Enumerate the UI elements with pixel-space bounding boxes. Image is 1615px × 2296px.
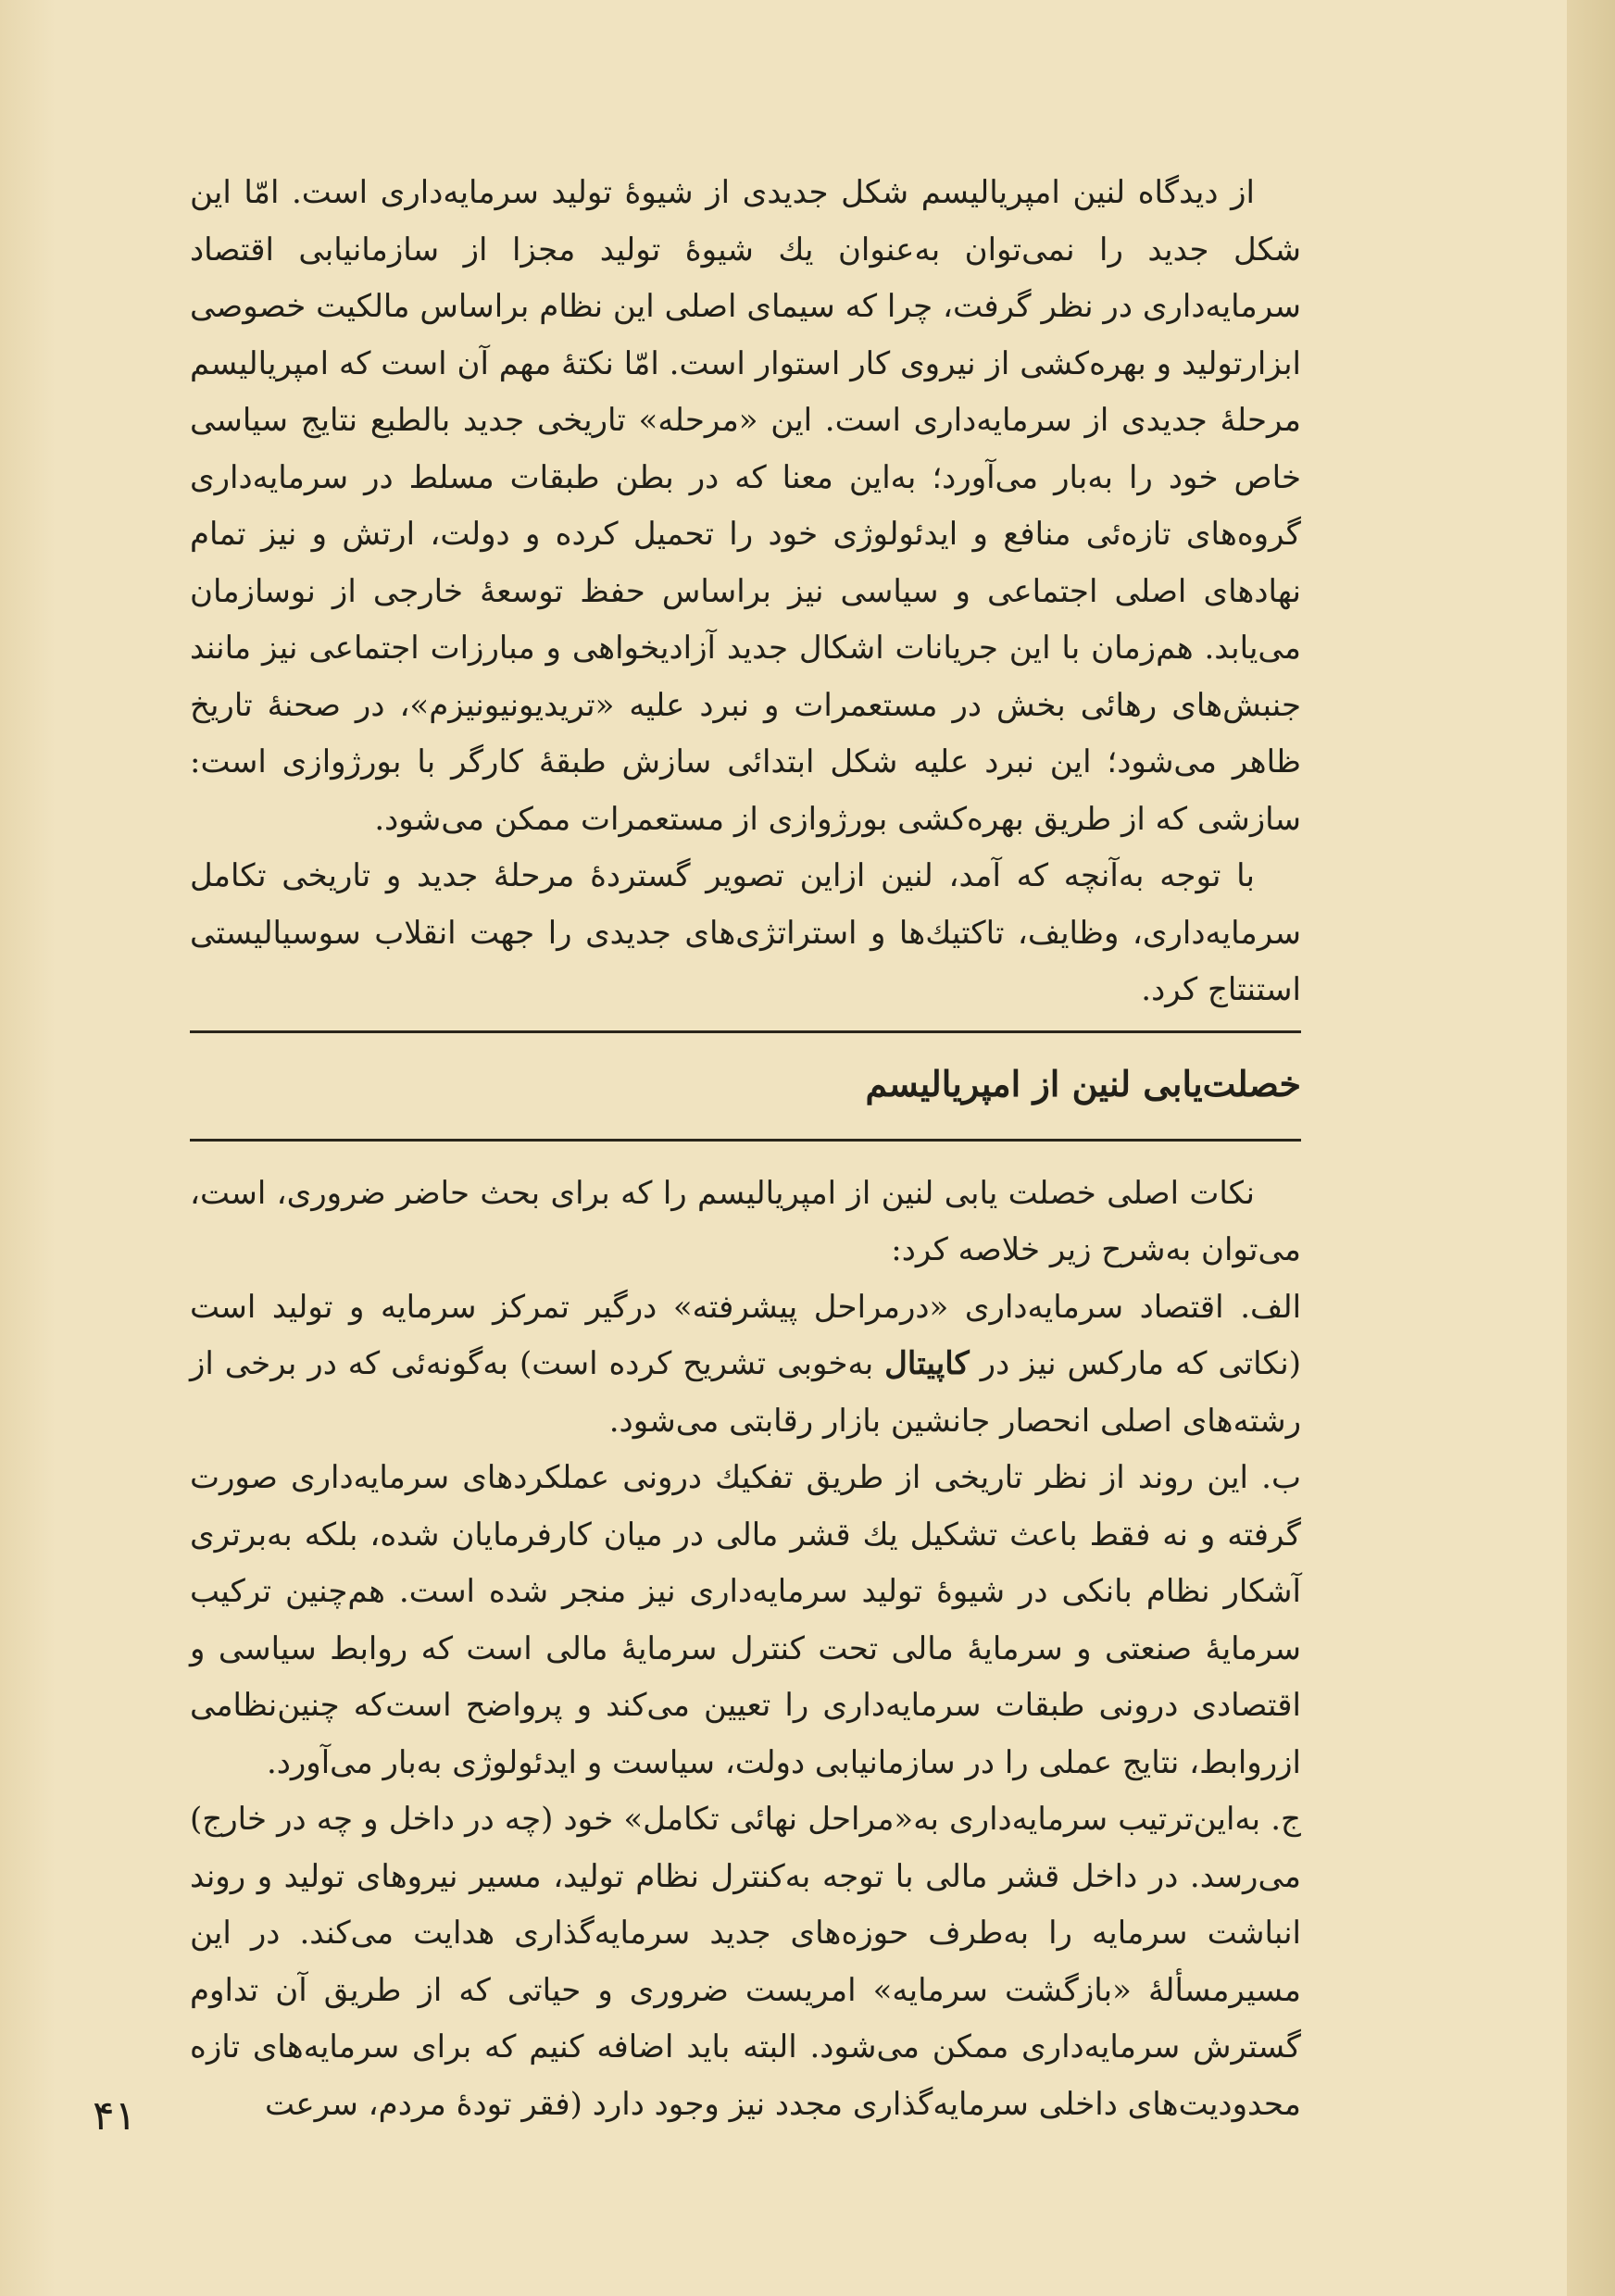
list-item-marker: ب. (1261, 1459, 1301, 1496)
intro-paragraph-2: با توجه به‌آنچه که آمد، لنین ازاین تصویر گستردهٔ مرحلهٔ جدید و تاریخی تکامل سرمایه‌داری، وظایف، تاکتیك‌ها و استراتژی‌های جدیدی را جهت انقلاب سوسیالیستی استنتاج کرد. (190, 857, 1301, 1008)
list-item-text: به‌خوبی تشریح کرده است) به‌گونه‌ئی که در برخی از رشته‌های اصلی انحصار جانشین بازار رقابتی می‌شود. (190, 1345, 1301, 1440)
page-edge (1567, 0, 1615, 2296)
page-number: ۴۱ (93, 2092, 137, 2140)
list-item-text: به‌این‌ترتیب سرمایه‌داری به«مراحل نهائی تکامل» خود (چه در داخل و چه در خارج) می‌رسد. در داخل قشر مالی با توجه به‌کنترل نظام تولید، مسیر نیروهای تولید و روند انباشت سرمایه را به‌طرف حوزه‌های جدید سرمایه‌گذاری هدایت می‌کند. در این مسیرمسألهٔ «بازگشت سرمایه» امریست ضروری و حیاتی که از طریق آن تداوم گسترش سرمایه‌داری ممکن می‌شود. البته باید اضافه کنیم که برای سرمایه‌های تازه محدودیت‌های داخلی سرمایه‌گذاری مجدد نیز وجود دارد (فقر تودهٔ مردم، سرعت (190, 1801, 1301, 2123)
list-item-alef (190, 1279, 1301, 1451)
book-title: کاپیتال (884, 1345, 970, 1382)
intro-paragraph-1: از دیدگاه لنین امپریالیسم شکل جدیدی از شیوهٔ تولید سرمایه‌داری است. امّا این شکل جدید را نمی‌توان به‌عنوان یك شیوهٔ تولید مجزا از سازمانیابی اقتصاد سرمایه‌داری در نظر گرفت، چرا که سیمای اصلی این نظام براساس مالکیت خصوصی ابزارتولید و بهره‌کشی از نیروی کار استوار است. امّا نکتهٔ مهم آن است که امپریالیسم مرحلهٔ جدیدی از سرمایه‌داری است. این «مرحله» تاریخی جدید بالطبع نتایج سیاسی خاص خود را به‌بار می‌آورد؛ به‌این معنا که در بطن طبقات مسلط در سرمایه‌داری گروه‌های تازه‌ئی منافع و ایدئولوژی خود را تحمیل کرده و دولت، ارتش و نیز تمام نهادهای اصلی اجتماعی و سیاسی نیز براساس حفظ توسعهٔ خارجی از نوسازمان می‌یابد. هم‌زمان با این جریانات اشکال جدید آزادیخواهی و مبارزات اجتماعی نیز مانند جنبش‌های رهائی بخش در مستعمرات و نبرد علیه «تریدیونیونیزم»، در صحنهٔ تاریخ ظاهر می‌شود؛ این نبرد علیه شکل ابتدائی سازش طبقهٔ کارگر با بورژوازی است: سازشی که از طریق بهره‌کشی بورژوازی از مستعمرات ممکن می‌شود. (190, 174, 1301, 838)
list-item-be (190, 1450, 1301, 1791)
list-item-text: این روند از نظر تاریخی از طریق تفکیك درونی عملکردهای سرمایه‌داری صورت گرفته و نه فقط باعث تشکیل یك قشر مالی در میان کارفرمایان شده، بلکه به‌برتری آشکار نظام بانکی در شیوهٔ تولید سرمایه‌داری نیز منجر شده است. هم‌چنین ترکیب سرمایهٔ صنعتی و سرمایهٔ مالی تحت کنترل سرمایهٔ مالی است که روابط سیاسی و اقتصادی درونی طبقات سرمایه‌داری را تعیین می‌کند و پرواضح است‌که چنین‌نظامی ازروابط، نتایج عملی را در سازمانیابی دولت، سیاست و ایدئولوژی به‌بار می‌آورد. (190, 1459, 1301, 1781)
section-bottom-rule (190, 1139, 1301, 1142)
section-heading: خصلت‌یابی لنین از امپریالیسم (865, 1062, 1301, 1104)
section-body (190, 1166, 1301, 2134)
page-content (190, 165, 1301, 2133)
list-item-marker: الف. (1240, 1288, 1302, 1326)
list-item-text: اقتصاد سرمایه‌داری «درمراحل پیشرفته» درگیر تمرکز سرمایه و تولید است (نکاتی که مارکس نیز در (190, 1288, 1301, 1382)
section-lead-paragraph: نکات اصلی خصلت یابی لنین از امپریالیسم را که برای بحث حاضر ضروری، است، می‌توان به‌شرح زیر خلاصه کرد: (190, 1174, 1301, 1268)
list-item-jim (190, 1791, 1301, 2133)
list-item-marker: ج. (1271, 1801, 1301, 1838)
page-gutter-shadow (0, 0, 56, 2296)
